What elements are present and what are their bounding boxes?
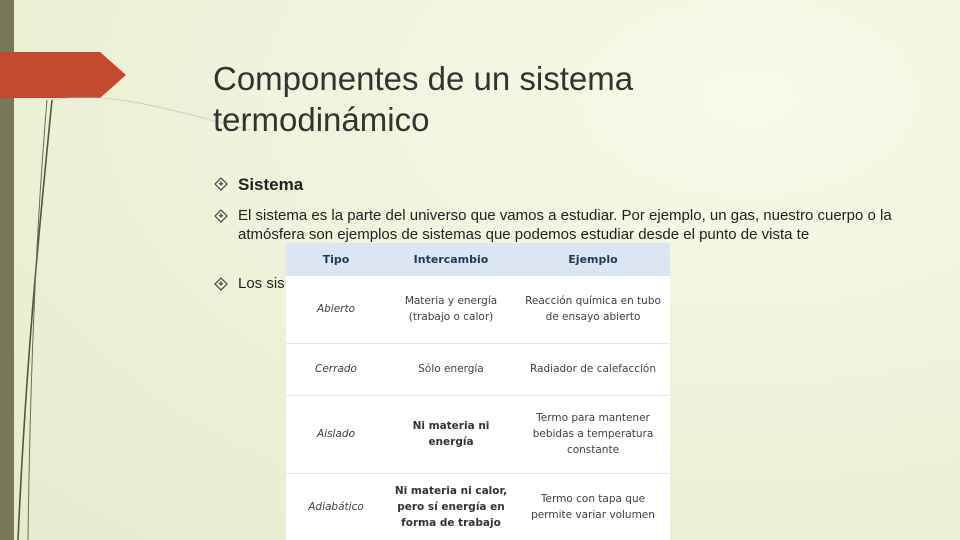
cell-ejemplo: Termo con tapa que permite variar volumen xyxy=(516,473,670,540)
cell-tipo: Cerrado xyxy=(286,343,386,395)
cell-ejemplo: Termo para mantener bebidas a temperatura constante xyxy=(516,395,670,473)
cell-ejemplo: Reacción química en tubo de ensayo abierto xyxy=(516,276,670,343)
table-row xyxy=(286,395,670,473)
table-row xyxy=(286,343,670,395)
column-header-tipo: Tipo xyxy=(322,253,350,266)
systems-table xyxy=(286,243,670,540)
table-row xyxy=(286,473,670,540)
slide-title-line1: Componentes de un sistema xyxy=(213,60,634,97)
bullet-text: Los sis xyxy=(238,275,285,292)
slide-title-line2: termodinámico xyxy=(213,101,430,138)
systems-table-image xyxy=(286,243,670,540)
cell-tipo: Adiabático xyxy=(286,473,386,540)
cell-ejemplo: Radiador de calefacción xyxy=(516,343,670,395)
cell-tipo: Aislado xyxy=(286,395,386,473)
cell-intercambio: Ni materia ni energía xyxy=(386,395,516,473)
bullet-text: Sistema xyxy=(238,175,304,194)
cell-tipo: Abierto xyxy=(286,276,386,343)
bullet-text: El sistema es la parte del universo que vamos a estudiar. Por ejemplo, un gas, nuestro cuerpo o la atmósfera son ejemplos de sistemas que podemos estudiar desde el punto de vista te xyxy=(238,207,892,243)
table-row xyxy=(286,276,670,343)
table-header-row xyxy=(286,243,670,276)
column-header-intercambio: Intercambio xyxy=(413,253,489,266)
column-header-ejemplo: Ejemplo xyxy=(568,253,618,266)
diamond-bullet-icon xyxy=(213,208,229,224)
diamond-bullet-icon xyxy=(213,276,229,292)
cell-intercambio: Materia y energía (trabajo o calor) xyxy=(386,276,516,343)
diamond-bullet-icon xyxy=(213,176,229,192)
cell-intercambio: Sólo energía xyxy=(386,343,516,395)
cell-intercambio: Ni materia ni calor, pero sí energía en forma de trabajo xyxy=(386,473,516,540)
slide-title xyxy=(213,58,853,140)
